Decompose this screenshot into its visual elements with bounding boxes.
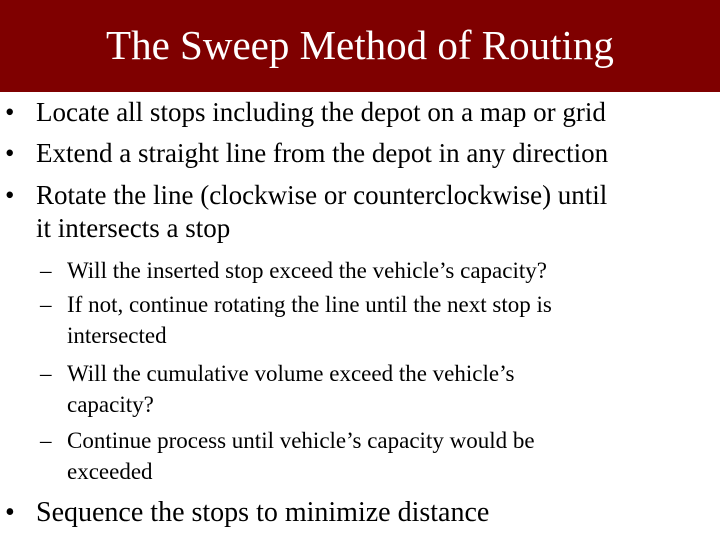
bullet-text: Locate all stops including the depot on a map or grid xyxy=(36,97,606,127)
sub-bullet-text: Continue process until vehicle’s capacity would be xyxy=(67,428,535,453)
dash-mark: – xyxy=(40,258,52,283)
bullet-mark: • xyxy=(5,138,15,168)
bullet-text: Sequence the stops to minimize distance xyxy=(36,497,490,528)
sub-bullet-text-continued: exceeded xyxy=(67,459,153,484)
sub-bullet-text: Will the inserted stop exceed the vehicle’s capacity? xyxy=(67,258,547,283)
bullet-text: Rotate the line (clockwise or counterclockwise) until xyxy=(36,180,608,210)
dash-mark: – xyxy=(40,361,52,386)
sub-bullet-item xyxy=(40,255,720,286)
bullet-text: Extend a straight line from the depot in any direction xyxy=(36,138,609,168)
bullet-mark: • xyxy=(5,180,15,210)
sub-bullet-text-continued: capacity? xyxy=(67,392,154,417)
bullet-item xyxy=(5,96,720,129)
sub-bullet-text-continued: intersected xyxy=(67,323,167,348)
sub-bullet-item xyxy=(40,358,720,420)
sub-bullet-item xyxy=(40,425,720,487)
bullet-item xyxy=(5,496,720,529)
dash-mark: – xyxy=(40,428,52,453)
bullet-mark: • xyxy=(5,497,15,528)
bullet-mark: • xyxy=(5,97,15,127)
sub-bullet-text: If not, continue rotating the line until the next stop is xyxy=(67,292,552,317)
bullet-item xyxy=(5,137,720,170)
dash-mark: – xyxy=(40,292,52,317)
bullet-text-continued: it intersects a stop xyxy=(36,213,231,243)
sub-bullet-text: Will the cumulative volume exceed the vehicle’s xyxy=(67,361,515,386)
sub-bullet-item xyxy=(40,289,720,351)
slide-title: The Sweep Method of Routing xyxy=(106,21,614,68)
bullet-item xyxy=(5,179,720,245)
